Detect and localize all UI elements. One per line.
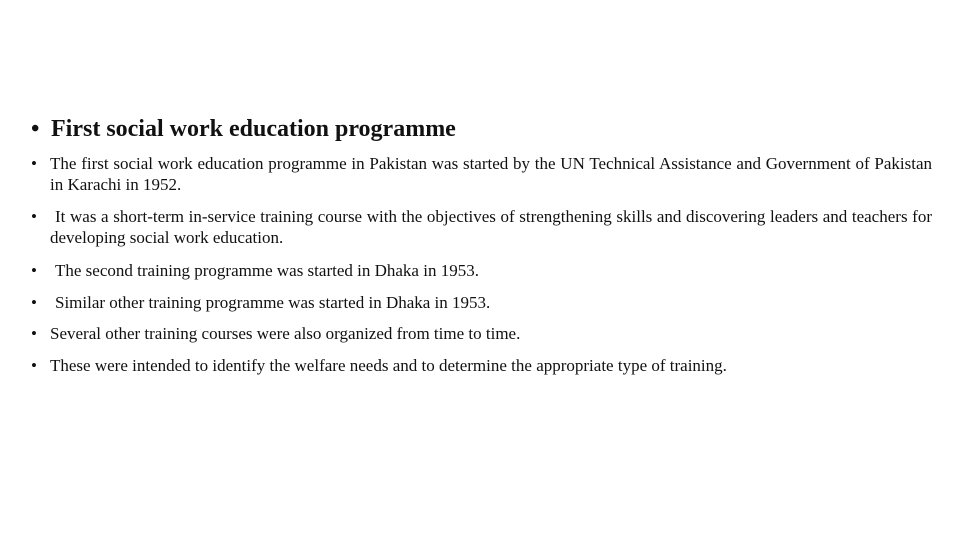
- bullet-text: The first social work education programme in Pakistan was started by the UN Technical Assistance and Government of Pakistan in Karachi in 1952.: [50, 154, 932, 194]
- bullet-item: [31, 153, 932, 195]
- bullet-icon: •: [31, 293, 37, 312]
- bullet-text: Similar other training programme was started in Dhaka in 1953.: [55, 293, 491, 312]
- bullet-text: Several other training courses were also organized from time to time.: [50, 324, 521, 343]
- bullet-item: [31, 292, 932, 313]
- bullet-item: [31, 206, 932, 248]
- heading-text: First social work education programme: [51, 116, 456, 142]
- bullet-icon: •: [31, 261, 37, 280]
- bullet-text: It was a short-term in-service training course with the objectives of strengthening skills and discovering leaders and teachers for developing social work education.: [50, 207, 932, 247]
- bullet-icon: •: [31, 324, 37, 343]
- bullet-text: These were intended to identify the welfare needs and to determine the appropriate type of training.: [50, 356, 727, 375]
- bullet-text: The second training programme was started in Dhaka in 1953.: [55, 261, 479, 280]
- bullet-item: [31, 355, 932, 376]
- bullet-icon: •: [31, 356, 37, 375]
- bullet-icon: •: [31, 116, 40, 142]
- slide-heading: [31, 113, 931, 145]
- bullet-icon: •: [31, 154, 37, 173]
- bullet-item: [31, 260, 932, 281]
- bullet-item: [31, 323, 932, 344]
- bullet-icon: •: [31, 207, 37, 226]
